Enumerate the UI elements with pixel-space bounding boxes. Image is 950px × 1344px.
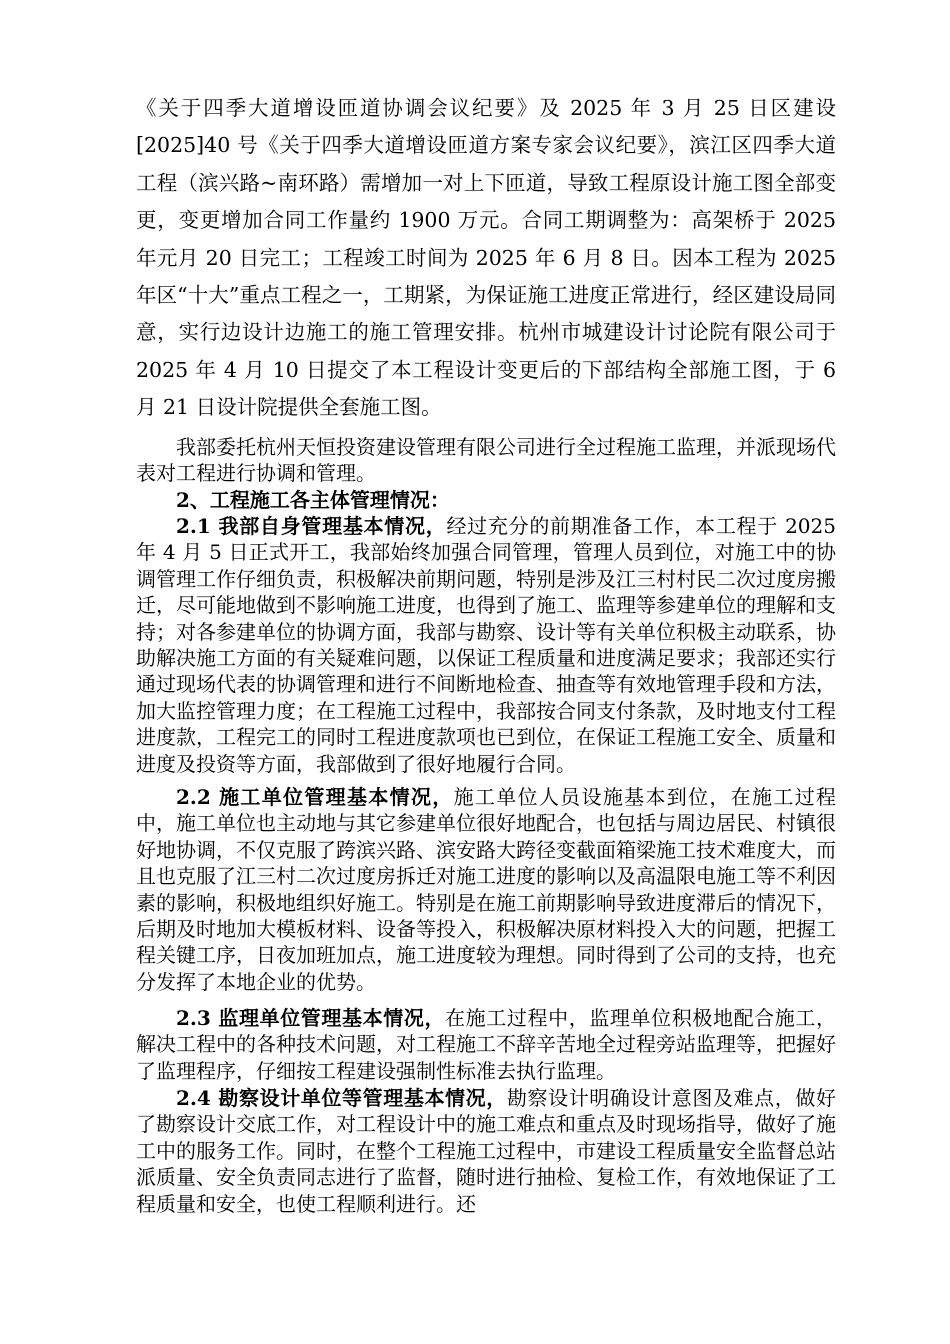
section-2-4-heading: 2.4 勘察设计单位等管理基本情况，: [176, 1086, 507, 1110]
section-2-1-heading: 2.1 我部自身管理基本情况，: [176, 514, 447, 538]
section-2-2-heading: 2.2 施工单位管理基本情况，: [176, 785, 454, 809]
section-2-3-text: 在施工过程中，监理单位积极地配合施工，解决工程中的各种技术问题，对工程施工不辞辛苦地全过程旁站监理等，把握好了监理程序，仔细按工程建设强制性标准去执行监理。: [136, 1006, 837, 1083]
section-2-4-text: 勘察设计明确设计意图及难点，做好了勘察设计交底工作，对工程设计中的施工难点和重点及时现场指导，做好了施工中的服务工作。同时，在整个工程施工过程中，市建设工程质量安全监督总站派质量、安全负责同志进行了监督，随时进行抽检、复检工作，有效地保证了工程质量和安全，也使工程顺利进行。还: [136, 1086, 836, 1216]
section-heading: 2、工程施工各主体管理情况：: [176, 488, 450, 512]
section-2-2-text: 施工单位人员设施基本到位，在施工过程中，施工单位也主动地与其它参建单位很好地配合，也包括与周边居民、村镇很好地协调，不仅克服了跨滨兴路、滨安路大跨径变截面箱梁施工技术难度大，而且也克服了江三村二次过度房拆迁对施工进度的影响以及高温限电施工等不利因素的影响，积极地组织好施工。特别是在施工前期影响导致进度滞后的情况下，后期及时地加大模板材料、设备等投入，积极解决原材料投入大的问题，把握工程关键工序，日夜加班加点，施工进度较为理想。同时得到了公司的支持，也充分发挥了本地企业的优势。: [136, 785, 837, 994]
section-2-4-paragraph: [136, 1085, 836, 1217]
section-2-1-text: 经过充分的前期准备工作，本工程于 2025 年 4 月 5 日正式开工，我部始终加强合同管理，管理人员到位，对施工中的协调管理工作仔细负责，积极解决前期问题，特别是涉及江三村村民二次过度房搬迁，尽可能地做到不影响施工进度，也得到了施工、监理等参建单位的理解和支持；对各参建单位的协调方面，我部与勘察、设计等有关单位积极主动联系，协助解决施工方面的有关疑难问题，以保证工程质量和进度满足要求；我部还实行通过现场代表的协调管理和进行不间断地检查、抽查等有效地管理手段和方法，加大监控管理力度；在工程施工过程中，我部按合同支付条款，及时地支付工程进度款，工程完工的同时工程进度款项也已到位，在保证工程施工安全、质量和进度及投资等方面，我部做到了很好地履行合同。: [136, 514, 836, 776]
section-2-3-paragraph: [136, 1005, 836, 1084]
section-2-2-paragraph: [136, 784, 836, 995]
supervision-paragraph: 我部委托杭州天恒投资建设管理有限公司进行全过程施工监理，并派现场代表对工程进行协调和管理。: [136, 435, 836, 486]
intro-paragraph: 《关于四季大道增设匝道协调会议纪要》及 2025 年 3 月 25 日区建设[2025]40 号《关于四季大道增设匝道方案专家会议纪要》，滨江区四季大道工程（滨兴路~南环路）需增加一对上下匝道，导致工程原设计施工图全部变更，变更增加合同工作量约 1900 万元。合同工期调整为：高架桥于 2025 年元月 20 日完工；工程竣工时间为 2025 年 6 月 8 日。因本工程为 2025 年区“十大”重点工程之一，工期紧，为保证施工进度正常进行，经区建设局同意，实行边设计边施工的施工管理安排。杭州市城建设计讨论院有限公司于 2025 年 4 月 10 日提交了本工程设计变更后的下部结构全部施工图，于 6 月 21 日设计院提供全套施工图。: [136, 96, 836, 420]
section-2-1-paragraph: [136, 513, 836, 777]
section-2-3-heading: 2.3 监理单位管理基本情况，: [176, 1006, 446, 1030]
